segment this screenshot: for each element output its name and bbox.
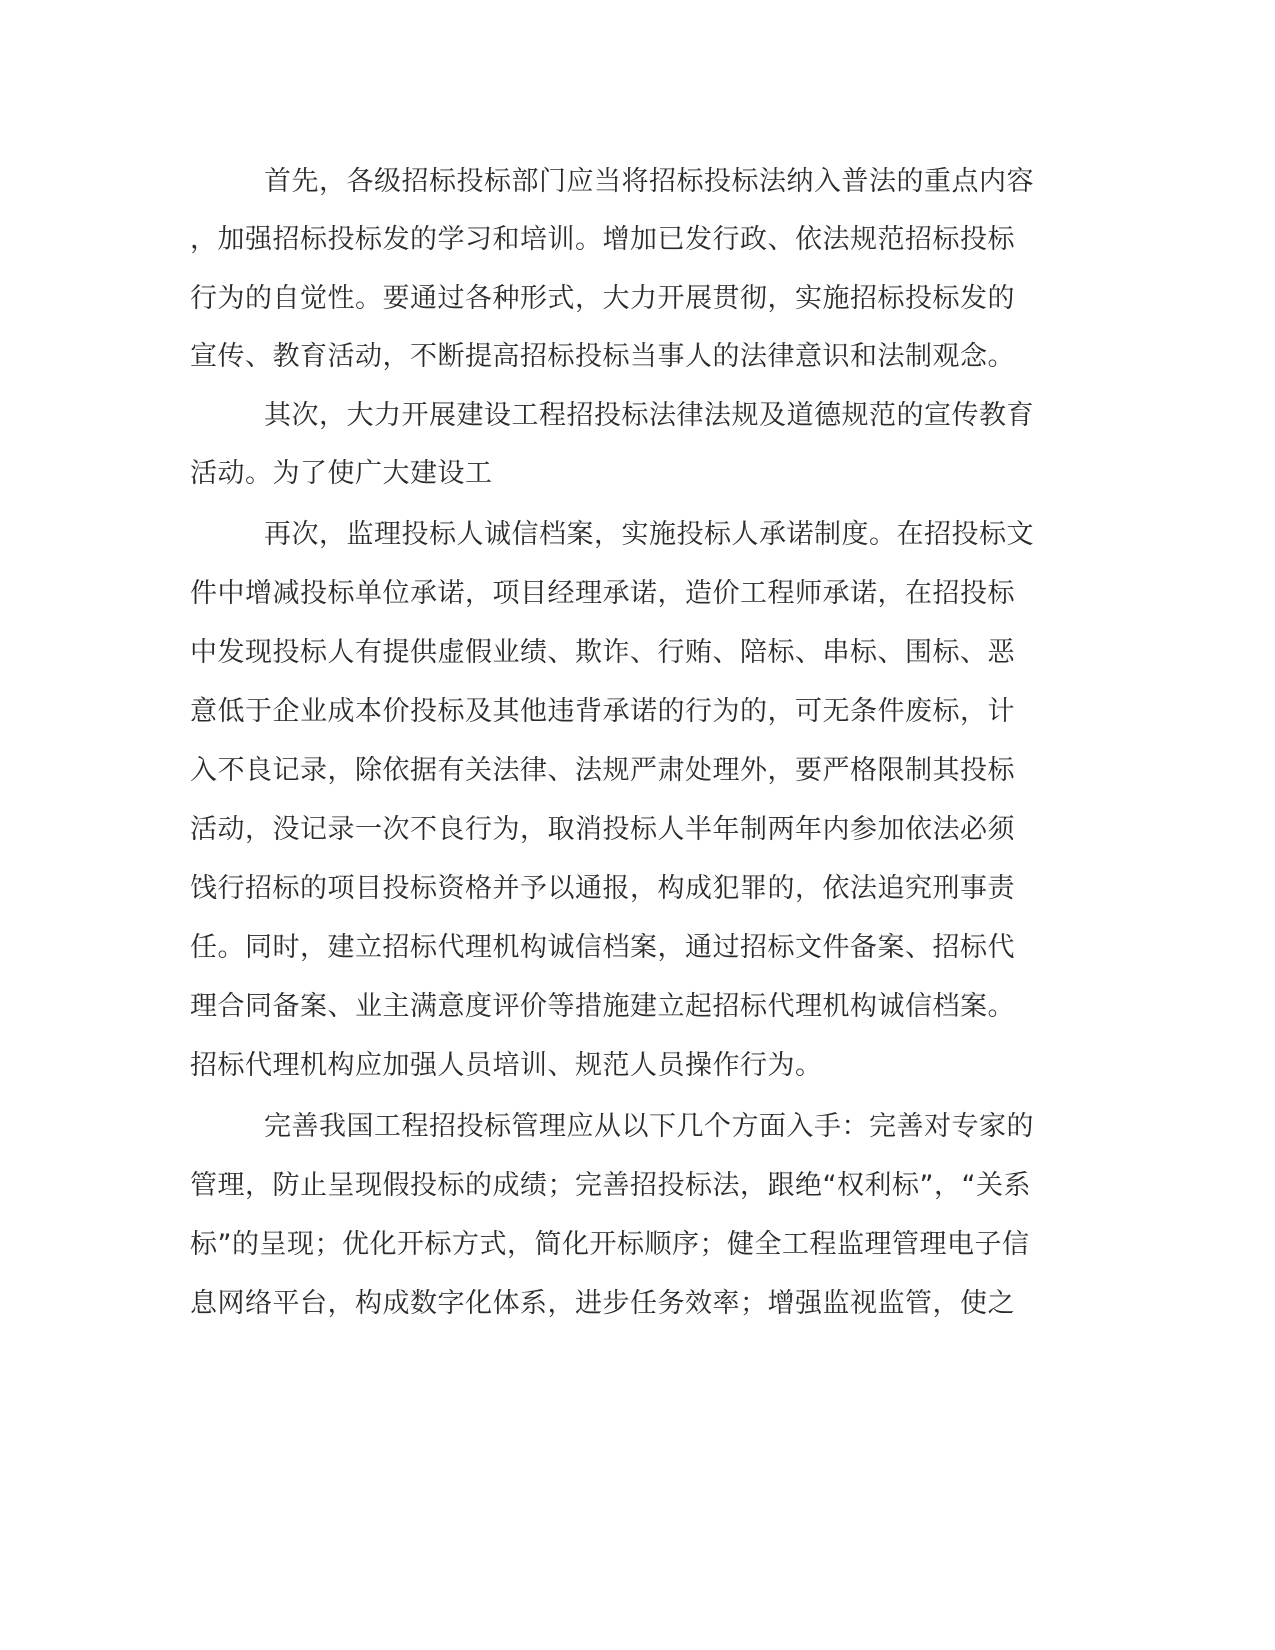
paragraph-1-line-1: 首先，各级招标投标部门应当将招标投标法纳入普法的重点内容 [264, 166, 1034, 197]
paragraph-3-line-5: 入不良记录，除依据有关法律、法规严肃处理外，要严格限制其投标 [190, 755, 1015, 786]
paragraph-1-line-2: ，加强招标投标发的学习和培训。增加已发行政、依法规范招标投标 [190, 224, 1015, 255]
paragraph-1-line-3: 行为的自觉性。要通过各种形式，大力开展贯彻，实施招标投标发的 [190, 283, 1015, 314]
paragraph-4-line-3: 标”的呈现；优化开标方式，简化开标顺序；健全工程监理管理电子信 [190, 1229, 1030, 1260]
paragraph-1-line-4: 宣传、教育活动，不断提高招标投标当事人的法律意识和法制观念。 [190, 341, 1015, 372]
paragraph-4-line-1: 完善我国工程招投标管理应从以下几个方面入手：完善对专家的 [264, 1111, 1034, 1142]
paragraph-3-line-6: 活动，没记录一次不良行为，取消投标人半年制两年内参加依法必须 [190, 814, 1015, 845]
paragraph-3-line-1: 再次，监理投标人诚信档案，实施投标人承诺制度。在招投标文 [264, 519, 1034, 550]
paragraph-3-line-3: 中发现投标人有提供虚假业绩、欺诈、行贿、陪标、串标、围标、恶 [190, 637, 1015, 668]
paragraph-4-line-4: 息网络平台，构成数字化体系，进步任务效率；增强监视监管，使之 [190, 1288, 1015, 1319]
paragraph-3-line-2: 件中增减投标单位承诺，项目经理承诺，造价工程师承诺，在招投标 [190, 578, 1015, 609]
paragraph-3-line-8: 任。同时，建立招标代理机构诚信档案，通过招标文件备案、招标代 [190, 932, 1015, 963]
paragraph-4-line-2: 管理，防止呈现假投标的成绩；完善招投标法，跟绝“权利标”，“关系 [190, 1170, 1031, 1201]
paragraph-3-line-9: 理合同备案、业主满意度评价等措施建立起招标代理机构诚信档案。 [190, 991, 1015, 1022]
paragraph-3-line-4: 意低于企业成本价投标及其他违背承诺的行为的，可无条件废标，计 [190, 696, 1015, 727]
paragraph-3-line-10: 招标代理机构应加强人员培训、规范人员操作行为。 [190, 1050, 823, 1081]
paragraph-2-line-1: 其次，大力开展建设工程招投标法律法规及道德规范的宣传教育 [264, 400, 1034, 431]
paragraph-3-line-7: 饯行招标的项目投标资格并予以通报，构成犯罪的，依法追究刑事责 [190, 873, 1015, 904]
paragraph-2-line-2: 活动。为了使广大建设工 [190, 458, 493, 489]
